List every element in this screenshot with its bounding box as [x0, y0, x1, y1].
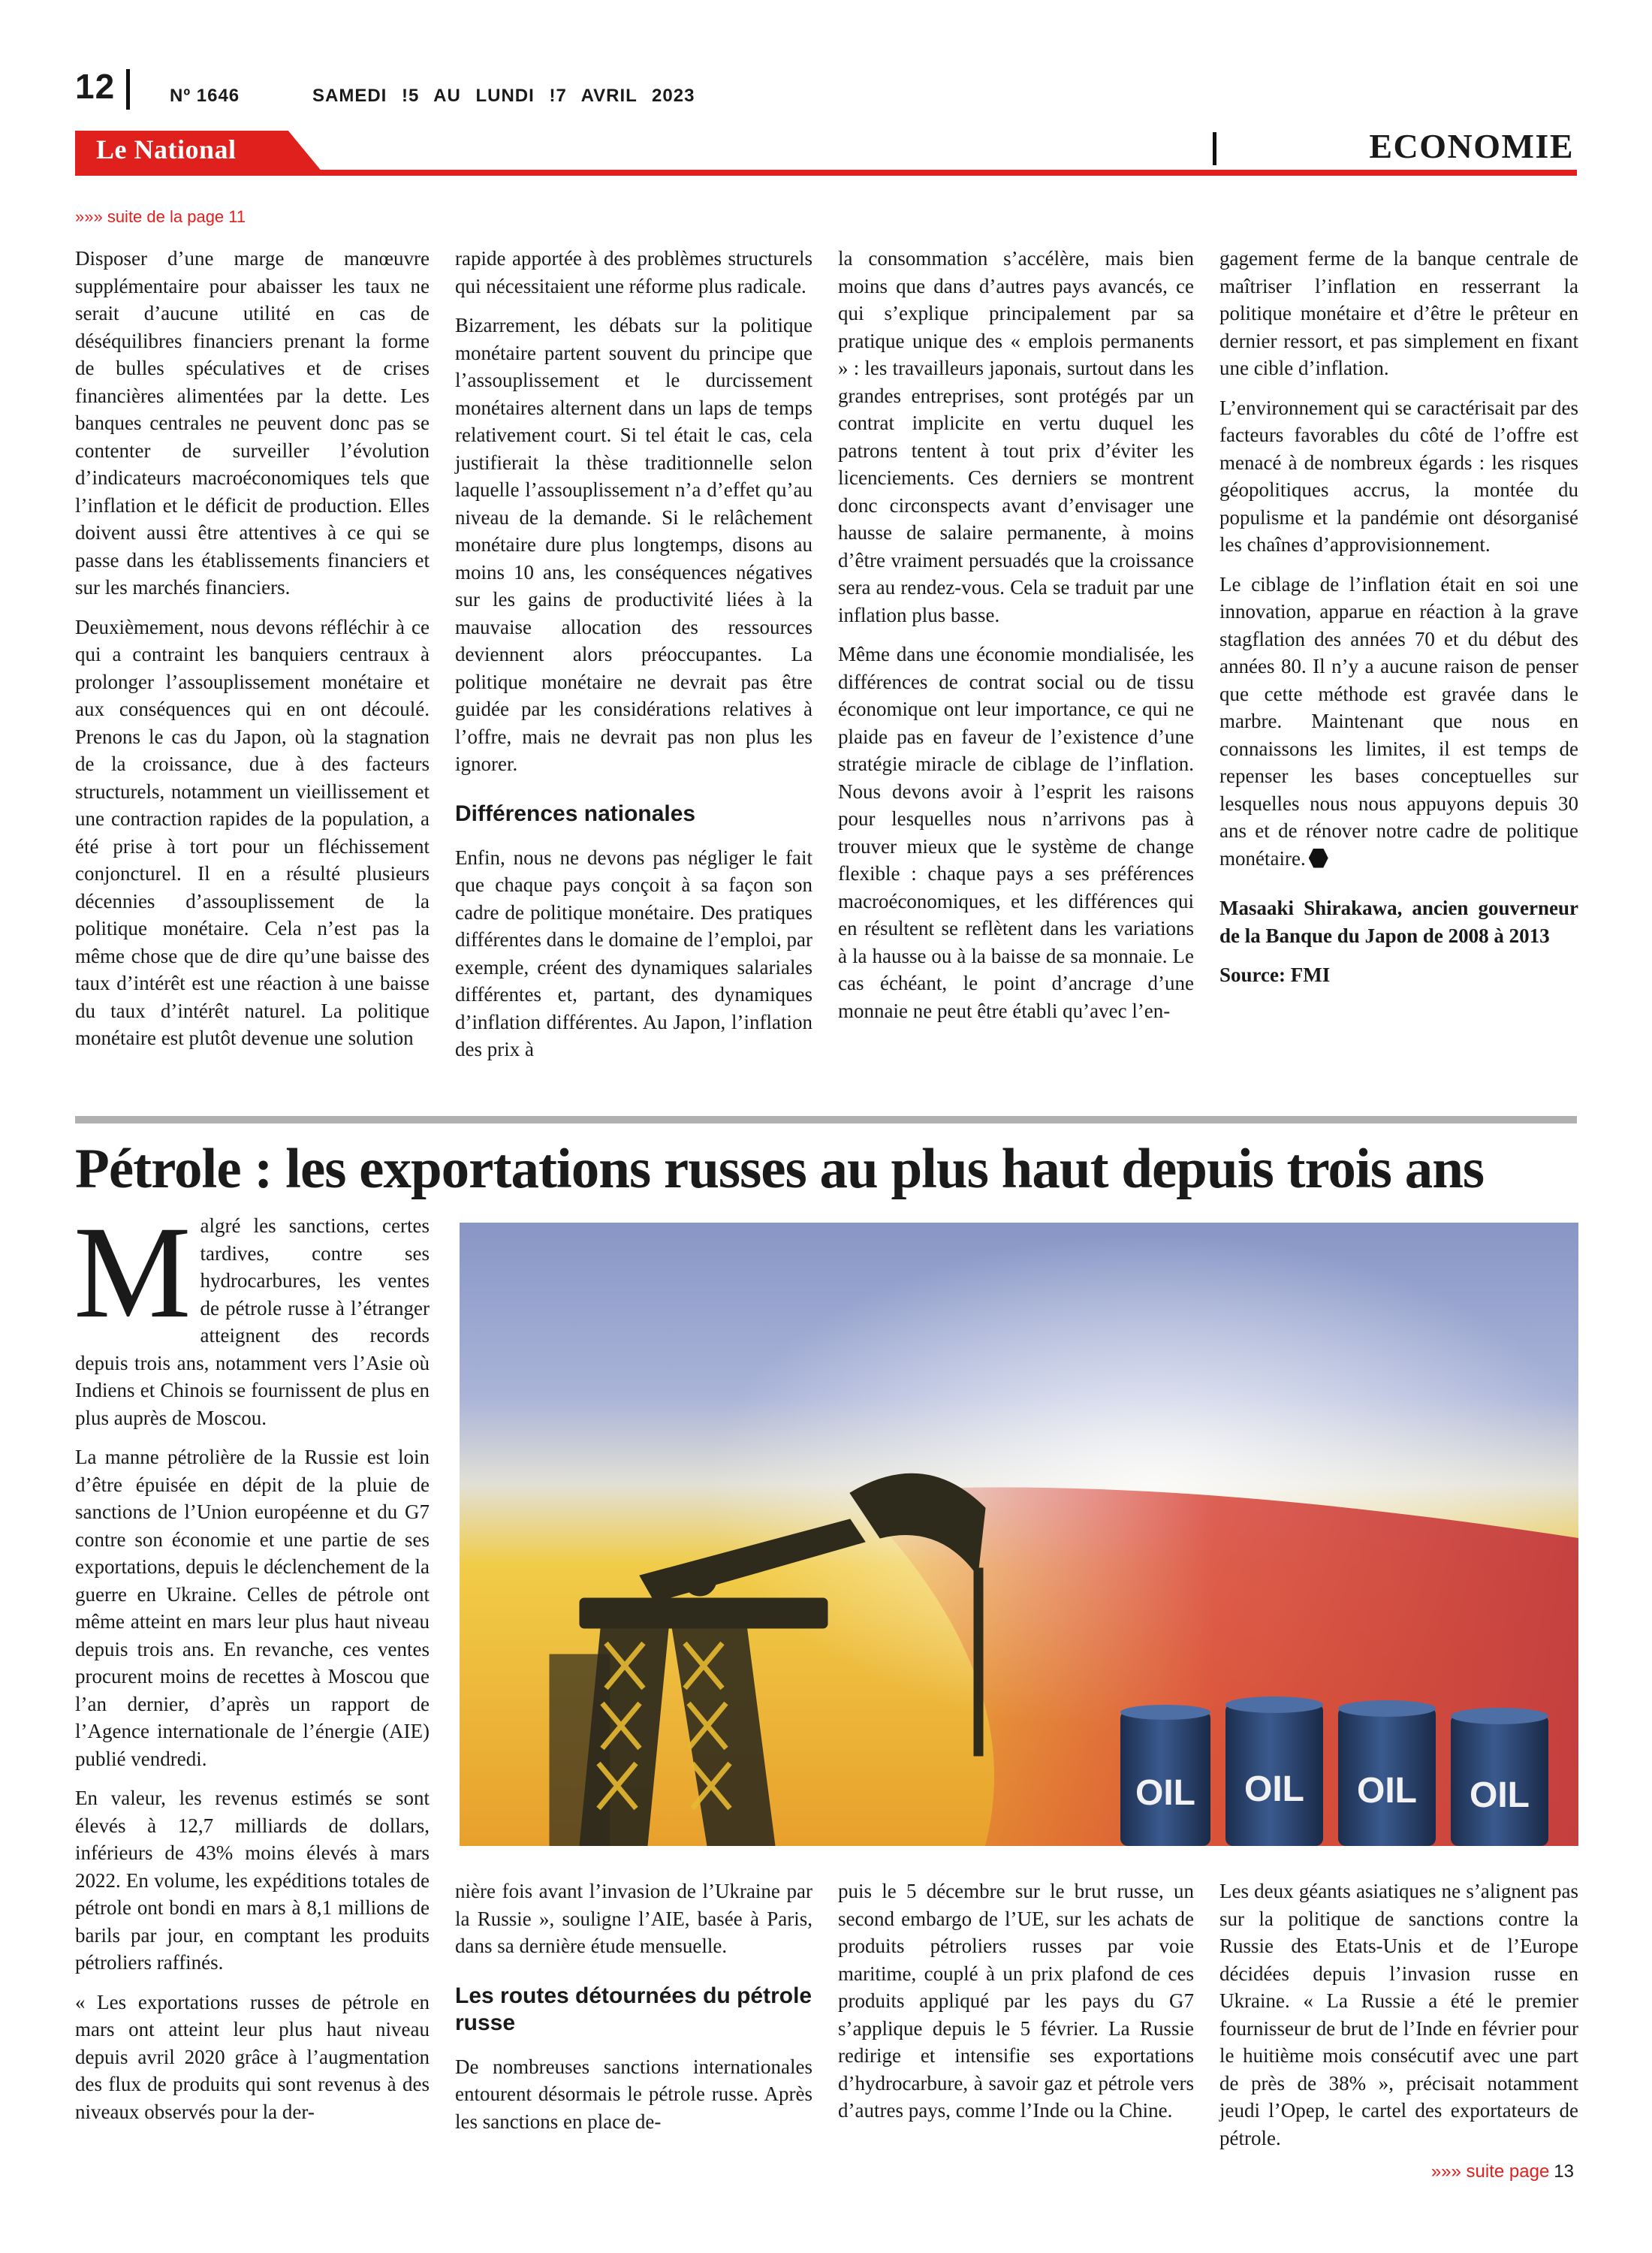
drop-cap: M	[74, 1199, 191, 1346]
barrel-label: OIL	[1470, 1775, 1530, 1815]
continued-on-label: »»» suite page	[1430, 2161, 1550, 2182]
paragraph: En valeur, les revenus estimés se sont élevés à 12,7 milliards de dollars, inférieurs de 43% moins élevés à mars 2022. En volume, les expéditions totales de pétrole ont bondi en mars à 8,1 millions de barils par jour, en comptant les produits pétroliers raffinés.	[75, 1787, 430, 1974]
continued-from-label: »»» suite de la page 11	[75, 207, 246, 226]
barrel-label: OIL	[1244, 1769, 1304, 1809]
barrel-label: OIL	[1357, 1771, 1417, 1811]
subheading: Les routes détournées du pétrole russe	[455, 1983, 812, 2035]
issue-date: SAMEDI !5 AU LUNDI !7 AVRIL 2023	[312, 86, 695, 106]
paragraph: Enfin, nous ne devons pas négliger le fait que chaque pays conçoit à sa façon son cadre de politique monétaire. Des pratiques différentes dans le domaine de l’emploi, par exemple, créent des dynamiques salariales différentes et, partant, des dynamiques d’inflation différentes. Au Japon, l’inflation des prix à	[455, 846, 812, 1060]
author-byline: Masaaki Shirakawa, ancien gouverneur de la Banque du Japon de 2008 à 2013	[1219, 897, 1578, 947]
continued-on-page-number: 13	[1554, 2161, 1574, 2182]
paragraph: Même dans une économie mondialisée, les différences de contrat social ou de tissu économique ont leur importance, ce qui ne plaide pas en faveur de l’existence d’une stratégie miracle de ciblage de l’inflation. Nous devons avoir à l’esprit les raisons pour lesquelles nous n’arrivons pas à trouver mieux que le système de change flexible : chaque pays a ses préférences macroéconomiques, et les différences qui en résultent se reflètent dans les variations à la hausse ou à la baisse de sa monnaie. Le cas échéant, le point d’ancrage d’une monnaie ne peut être établi qu’avec l’en-	[838, 643, 1194, 1022]
section-divider	[1213, 132, 1216, 165]
article-headline: Pétrole : les exportations russes au plus haut depuis trois ans	[75, 1138, 1485, 1200]
article-source: Source: FMI	[1219, 964, 1331, 986]
lead-paragraph	[74, 1199, 430, 1431]
end-of-article-icon	[1309, 849, 1328, 868]
article1-column-4	[1219, 245, 1578, 1001]
page-number-divider	[126, 69, 130, 110]
paragraph: Bizarrement, les débats sur la politique monétaire partent souvent du principe que l’assouplissement et le durcissement monétaires alternent dans un laps de temps relativement court. Si tel était le cas, cela justifierait la thèse traditionnelle selon laquelle l’assouplissement n’a d’effet qu’au niveau de la demande. Si le relâchement monétaire dure plus longtemps, disons au moins 10 ans, les conséquences négatives sur les gains de productivité liées à la mauvaise allocation des ressources deviennent alors préoccupantes. La politique monétaire ne devrait pas être guidée par les considérations relatives à l’offre, mais ne devrait pas non plus les ignorer.	[455, 314, 812, 775]
paragraph: La manne pétrolière de la Russie est loin d’être épuisée en dépit de la pluie de sanctions de l’Union européenne et du G7 contre son économie et une partie de ses exportations, depuis le déclenchement de la guerre en Ukraine. Celles de pétrole ont même atteint en mars leur plus haut niveau depuis trois ans. En revanche, ces ventes procurent moins de recettes à Moscou que l’an dernier, d’après un rapport de l’Agence internationale de l’énergie (AIE) publié vendredi.	[75, 1446, 430, 1770]
article-separator	[75, 1116, 1577, 1123]
paragraph: Deuxièmement, nous devons réfléchir à ce qui a contraint les banquiers centraux à prolonger l’assouplissement monétaire et aux conséquences qui en ont découlé. Prenons le cas du Japon, où la stagnation de la croissance, due à des facteurs structurels, notamment un vieillissement et une contraction rapides de la population, a été prise à tort pour un fléchissement conjoncturel. Il en a résulté plusieurs décennies d’assouplissement de la politique monétaire. Cela n’est pas la même chose que de dire qu’une baisse des taux d’intérêt est une réaction à une baisse du taux d’intérêt naturel. La politique monétaire est plutôt devenue une solution	[75, 615, 430, 1049]
article2-column-4	[1219, 1878, 1578, 2164]
paragraph-last	[1219, 571, 1578, 873]
article1-column-2	[455, 245, 812, 1075]
paragraph: la consommation s’accélère, mais bien moins que dans d’autres pays avancés, ce qui s’explique principalement par sa pratique unique des « emplois permanents » : les travailleurs japonais, surtout dans les grandes entreprises, sont protégés par un contrat implicite en vertu duquel les patrons tentent à tout prix d’éviter les licenciements. Ces derniers se montrent donc circonspects avant d’envisager une hausse de salaire permanente, à moins d’être vraiment persuadés que la croissance sera au rendez-vous. Cela se traduit par une inflation plus basse.	[838, 247, 1194, 626]
article2-column-3	[838, 1878, 1194, 2137]
barrel-label: OIL	[1135, 1773, 1195, 1813]
paragraph: gagement ferme de la banque centrale de maîtriser l’inflation en resserrant la politique monétaire et d’être le prêteur en dernier ressort, et pas simplement en fixant une cible d’inflation.	[1219, 247, 1578, 379]
article-photo-oil-pumpjack	[460, 1223, 1578, 1846]
subheading: Différences nationales	[455, 801, 696, 826]
article1-column-1	[75, 245, 430, 1064]
issue-number: Nº 1646	[170, 86, 240, 106]
paragraph: puis le 5 décembre sur le brut russe, un second embargo de l’UE, sur les achats de produits pétroliers russes par voie maritime, couplé à un prix plafond de ces produits appliqué par les pays du G7 s’applique depuis le 5 février. La Russie redirige et intensifie ses exportations d’hydrocarbure, à savoir gaz et pétrole vers d’autres pays, comme l’Inde ou la Chine.	[838, 1880, 1194, 2122]
paragraph: Les deux géants asiatiques ne s’alignent pas sur la politique de sanctions contre la Russie des Etats-Unis et de l’Europe décidées depuis l’invasion russe en Ukraine. « La Russie a été le premier fournisseur de brut de l’Inde en février pour le huitième mois consécutif avec une part de près de 38% », précisait notamment jeudi l’Opep, le cartel des exportateurs de pétrole.	[1219, 1880, 1578, 2149]
article2-column-2	[455, 1878, 812, 2147]
paragraph: rapide apportée à des problèmes structurels qui nécessitaient une réforme plus radicale.	[455, 247, 812, 297]
continued-on-link[interactable]	[1431, 2161, 1574, 2182]
paragraph: « Les exportations russes de pétrole en mars ont atteint leur plus haut niveau depuis avril 2020 grâce à l’augmentation des flux de produits qui sont revenus à des niveaux observés pour la der-	[75, 1990, 430, 2123]
newspaper-name: Le National	[96, 134, 237, 164]
paragraph: Disposer d’une marge de manœuvre supplémentaire pour abaisser les taux ne serait d’aucune utilité en cas de déséquilibres financiers prenant la forme de bulles spéculatives et de crises financières alimentées par la dette. Les banques centrales ne peuvent donc pas se contenter de surveiller l’évolution d’indicateurs macroéconomiques tels que l’inflation et le déficit de production. Elles doivent aussi être attentives à ce qui se passe dans les établissements financiers et sur les marchés financiers.	[75, 247, 430, 599]
paragraph: De nombreuses sanctions internationales entourent désormais le pétrole russe. Après les sanctions en place de-	[455, 2055, 812, 2133]
paragraph: L’environnement qui se caractérisait par des facteurs favorables du côté de l’offre est menacé à de nombreux égards : les risques géopolitiques accrus, la montée du populisme et la pandémie ont désorganisé les chaînes d’approvisionnement.	[1219, 396, 1578, 556]
lead-text: algré les sanctions, certes tardives, contre ses hydrocarbures, les ventes de pétrole russe à l’étranger atteignent des records depuis trois ans, notamment vers l’Asie où Indiens et Chinois se fournissent de plus en plus auprès de Moscou.	[75, 1214, 430, 1429]
paragraph-text: Le ciblage de l’inflation était en soi une innovation, apparue en réaction à la grave stagflation des années 70 et du début des années 80. Il n’y a aucune raison de penser que cette méthode est gravée dans le marbre. Maintenant que nous en connaissons les limites, il est temps de repenser les bases conceptuelles sur lesquelles nous nous appuyons depuis 30 ans et de rénover notre cadre de politique monétaire.	[1219, 572, 1578, 870]
page-number: 12	[75, 67, 116, 106]
paragraph: nière fois avant l’invasion de l’Ukraine par la Russie », souligne l’AIE, basée à Paris, dans sa dernière étude mensuelle.	[455, 1880, 812, 1957]
section-title: ECONOMIE	[1369, 127, 1574, 165]
article1-column-3	[838, 245, 1194, 1036]
article2-column-1	[74, 1199, 430, 2137]
